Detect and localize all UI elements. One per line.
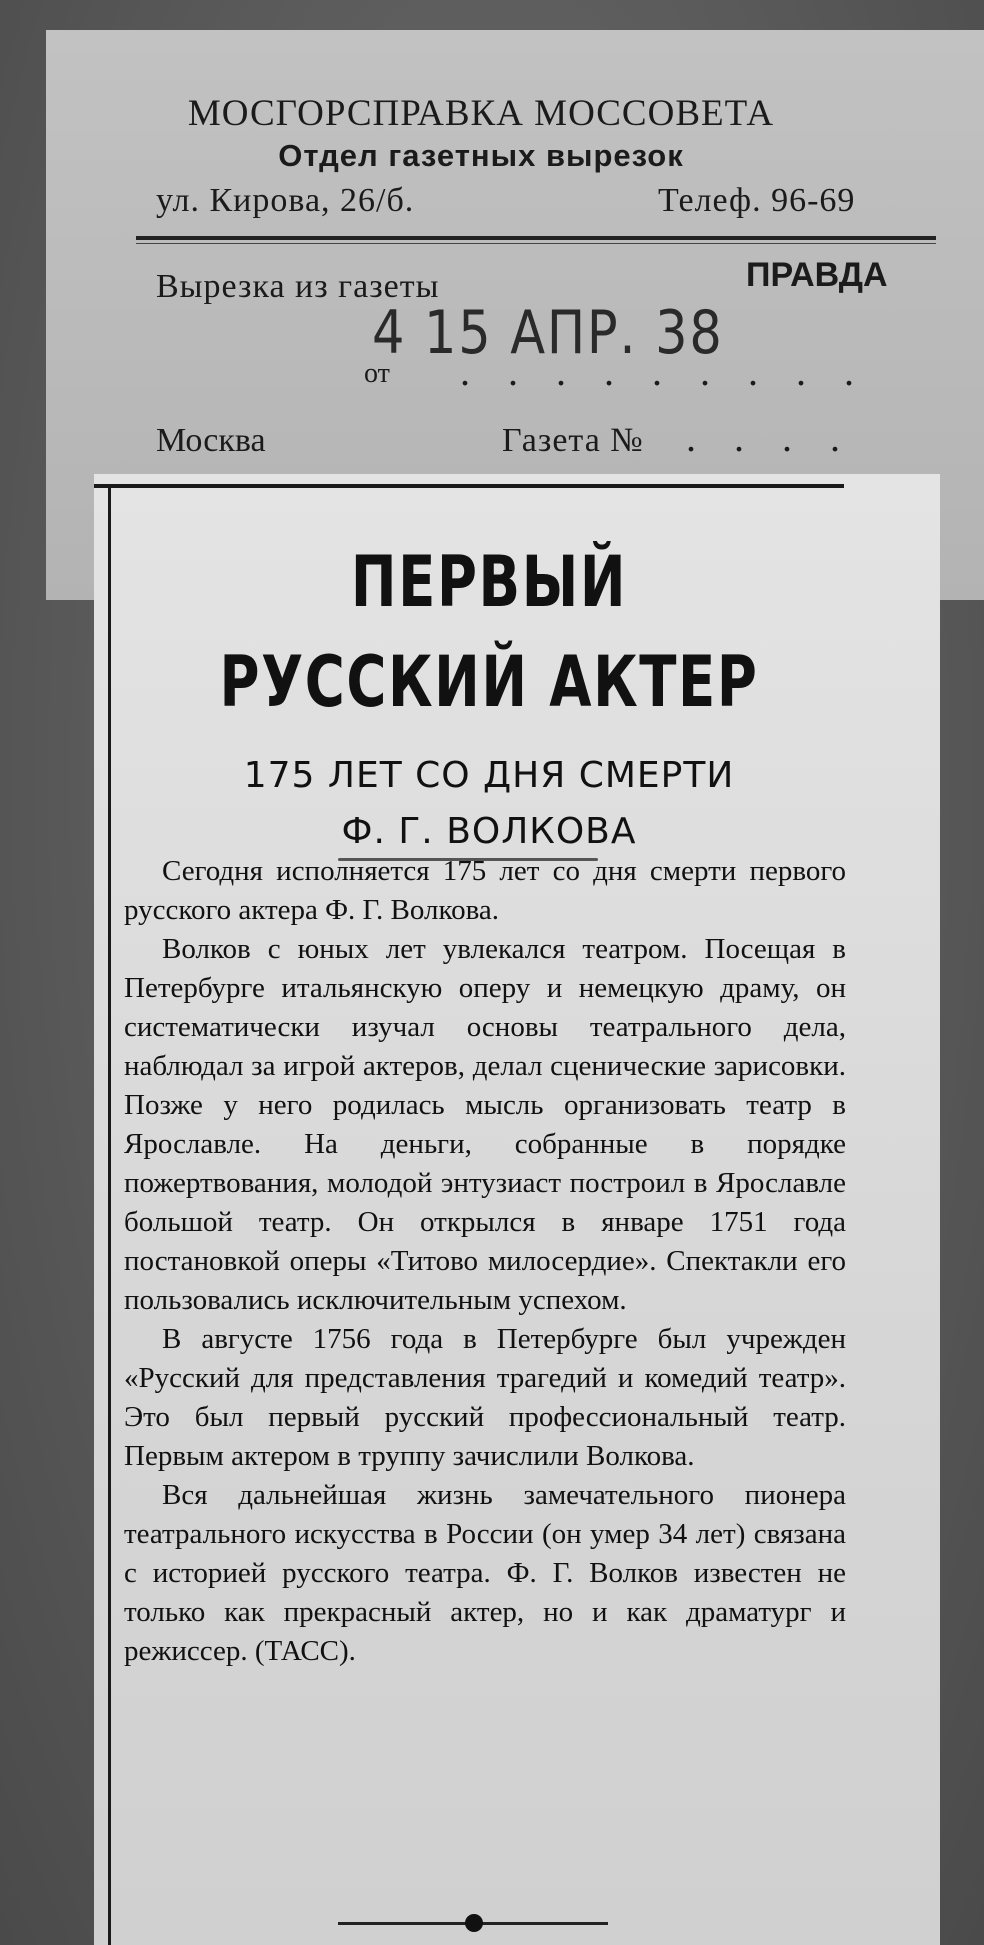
end-rule-dot: [465, 1914, 483, 1932]
phone-number: Телеф. 96-69: [658, 182, 856, 219]
article-paragraph: Волков с юных лет увлекался театром. Посещая в Петербурге итальянскую оперу и немецкую драму, он систематически изучал основы театрального дела, наблюдал за игрой актеров, делал сценические зарисовки. Позже у него родилась мысль организовать театр в Ярославле. На деньги, собранные в порядке пожертвования, молодой энтузиаст построил в Ярославле большой театр. Он открылся в январе 1751 года постановкой оперы «Титово милосердие». Спектакли его пользовались исключительным успехом.: [124, 933, 846, 1316]
clipping-column-rule: [108, 484, 111, 1945]
article-subheading: [134, 748, 844, 860]
address: ул. Кирова, 26/б.: [156, 182, 415, 219]
article-paragraph: В августе 1756 года в Петербурге был учрежден «Русский для представления трагедий и комедий театр». Это был первый русский профессиональный театр. Первым актером в труппу зачислили Волкова.: [124, 1323, 846, 1472]
article-paragraph: Вся дальнейшая жизнь замечательного пионера театрального искусства в России (он умер 34 лет) связана с историей русского театра. Ф. Г. Волков известен не только как прекрасный актер, но и как драматург и режиссер. (ТАСС).: [124, 1479, 846, 1667]
newspaper-number-dots: . . . .: [686, 415, 854, 460]
subheading-line-1: 175 ЛЕТ СО ДНЯ СМЕРТИ: [243, 755, 735, 796]
date-dots: . . . . . . . . .: [460, 349, 868, 394]
article-paragraph: Сегодня исполняется 175 лет со дня смерти первого русского актера Ф. Г. Волкова.: [124, 855, 846, 926]
divider-thin: [136, 243, 936, 244]
article-body: [124, 852, 846, 1671]
subheading-line-2: Ф. Г. ВОЛКОВА: [341, 811, 637, 852]
city-label: Москва: [156, 422, 266, 459]
newspaper-name: ПРАВДА: [746, 256, 888, 294]
clipping-label: Вырезка из газеты: [156, 268, 440, 305]
headline-line-1: ПЕРВЫЙ: [350, 541, 628, 623]
organization-name: МОСГОРСПРАВКА МОССОВЕТА: [187, 93, 775, 134]
headline-line-2: РУССКИЙ АКТЕР: [219, 641, 759, 723]
end-rule: [338, 1922, 608, 1925]
date-prefix: от: [364, 358, 390, 389]
article-headline: [212, 532, 766, 732]
date-stamp: 4 15 АПР. 38: [372, 298, 724, 368]
clipping-top-rule: [94, 484, 844, 488]
divider: [136, 236, 936, 240]
newspaper-number-label: Газета №: [502, 422, 644, 459]
department-name: Отдел газетных вырезок: [278, 138, 684, 173]
newspaper-clipping: [94, 474, 940, 1945]
